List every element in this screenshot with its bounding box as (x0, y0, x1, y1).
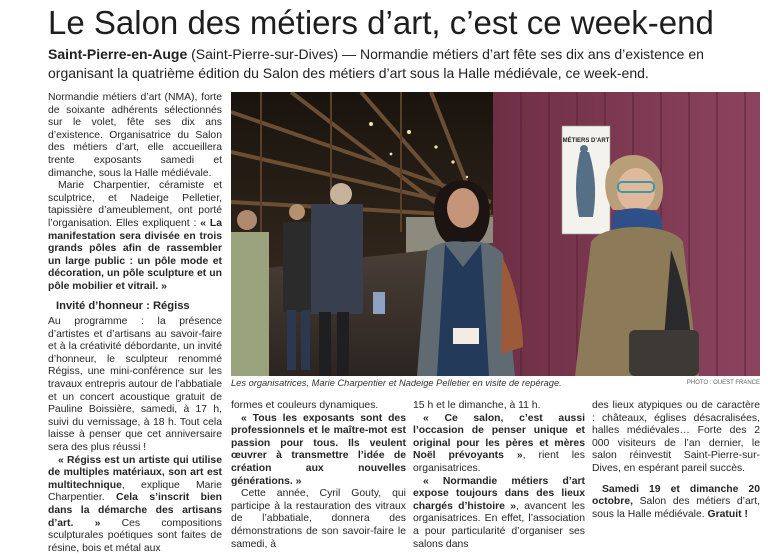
column-3 (413, 400, 585, 551)
col4-paragraph-1: des lieux atypiques ou de caractère : châteaux, églises désacralisées, halles médiévales… Forte des 2 000 visiteurs de l’an dernier, le salon réinvestit Saint-Pierre-sur-Dives, en espérant pareil succès. (592, 400, 760, 474)
col3-p3-quote: « Normandie métiers d’art expose toujours dans des lieux chargés d’histoire » (413, 475, 585, 512)
col2-paragraph-3: Cette année, Cyril Gouty, qui participe à la restauration des vitraux de l’abbatiale, donnera des démonstrations de son savoir-faire le samedi, à (231, 488, 406, 550)
photo-caption: Les organisatrices, Marie Charpentier et Nadeige Pelletier en visite de repérage. (231, 378, 562, 388)
col1-paragraph-2 (48, 180, 222, 293)
col1-p4-text-1: , explique Marie Charpentier. (48, 479, 222, 504)
col2-paragraph-1: formes et couleurs dynamiques. (231, 400, 379, 411)
col1-p4-text-2: Ces compositions sculpturales poétiques sont faites de résine, bois et métal aux (48, 517, 222, 554)
poster-title: MÉTIERS D’ART (562, 138, 610, 144)
col3-paragraph-1: 15 h et le dimanche, à 11 h. (413, 400, 541, 411)
lead-paren: (Saint-Pierre-sur-Dives) — (187, 46, 360, 62)
column-4 (592, 400, 760, 521)
headline: Le Salon des métiers d’art, c’est ce week-end (48, 4, 714, 41)
col3-paragraph-2 (413, 413, 585, 476)
col4-p2-text: Salon des métiers d’art, sous la Halle médiévale. (592, 496, 760, 520)
lead-paragraph (48, 45, 748, 83)
article-photo (231, 92, 760, 376)
col3-p3-text: , avancent les organisatrices. En effet, l’association a pour particularité d’organiser ses salons dans (413, 500, 585, 550)
col1-p4-quote-2: Cela s’inscrit bien dans la démarche des artisans d’art. » (48, 492, 222, 529)
lead-place: Saint-Pierre-en-Auge (48, 46, 188, 62)
col2-paragraph-2 (231, 413, 406, 489)
subheading-guest: Invité d’honneur : Régiss (56, 299, 190, 312)
col4-paragraph-2 (592, 484, 760, 522)
col3-p2-text: , rient les organisatrices. (413, 450, 585, 474)
col1-paragraph-3: Au programme : la présence d’artistes et d’artisans au savoir-faire et à la créativité débordante, un invité d’honneur, le sculpteur renommé Régiss, une mini-conférence sur les travaux entrepris autour de l’abbatiale et un concert acoustique gratuit de Pauline Boissière, samedi, à 17 h, suivi du vernissage, à 18 h. Tout cela laisse à penser que cet anniversaire sera des plus réussi ! (48, 316, 222, 454)
col1-paragraph-1: Normandie métiers d’art (NMA), forte de soixante adhérents sélectionnés sur le volet, fête ses dix ans d’existence. Organisatrice du Salon des métiers d’art, elle accueillera trente exposants samedi et dimanche, sous la Halle médiévale. (48, 92, 222, 179)
column-2 (231, 400, 406, 551)
photo-credit: PHOTO : OUEST FRANCE (686, 380, 760, 386)
lead-text: Normandie métiers d’art fête ses dix ans d’existence en organisant la quatrième édition du Salon des métiers d’art sous la Halle médiévale, ce week-end. (48, 46, 704, 81)
col2-p2-quote: « Tous les exposants sont des professionnels et le maître-mot est passion pour tous. Ils veulent œuvrer à transmettre l’idée de création aux nouvelles générations. » (231, 412, 406, 487)
col1-p2-text: Marie Charpentier, céramiste et sculptrice, et Nadeige Pelletier, tapissière d’ameublement, ont porté l’organisation. Elles expliquent : (48, 180, 222, 229)
column-1 (48, 92, 222, 555)
photo-illustration (231, 92, 760, 376)
col3-p2-quote: « Ce salon, c’est aussi l’occasion de penser unique et original pour les pères et mères Noël prévoyants » (413, 412, 585, 462)
col4-p2-dates: Samedi 19 et dimanche 20 octobre, (592, 483, 760, 508)
col4-p2-free: Gratuit ! (707, 508, 748, 520)
col1-p4-quote-1: « Régiss est un artiste qui utilise de multiples matériaux, son art est multitechnique (48, 454, 222, 491)
col1-p2-quote: « La manifestation sera divisée en trois grands pôles afin de rassembler un large public : un pôle mode et décoration, un pôle sculpture et un pôle mobilier et vitrail. » (48, 217, 222, 292)
